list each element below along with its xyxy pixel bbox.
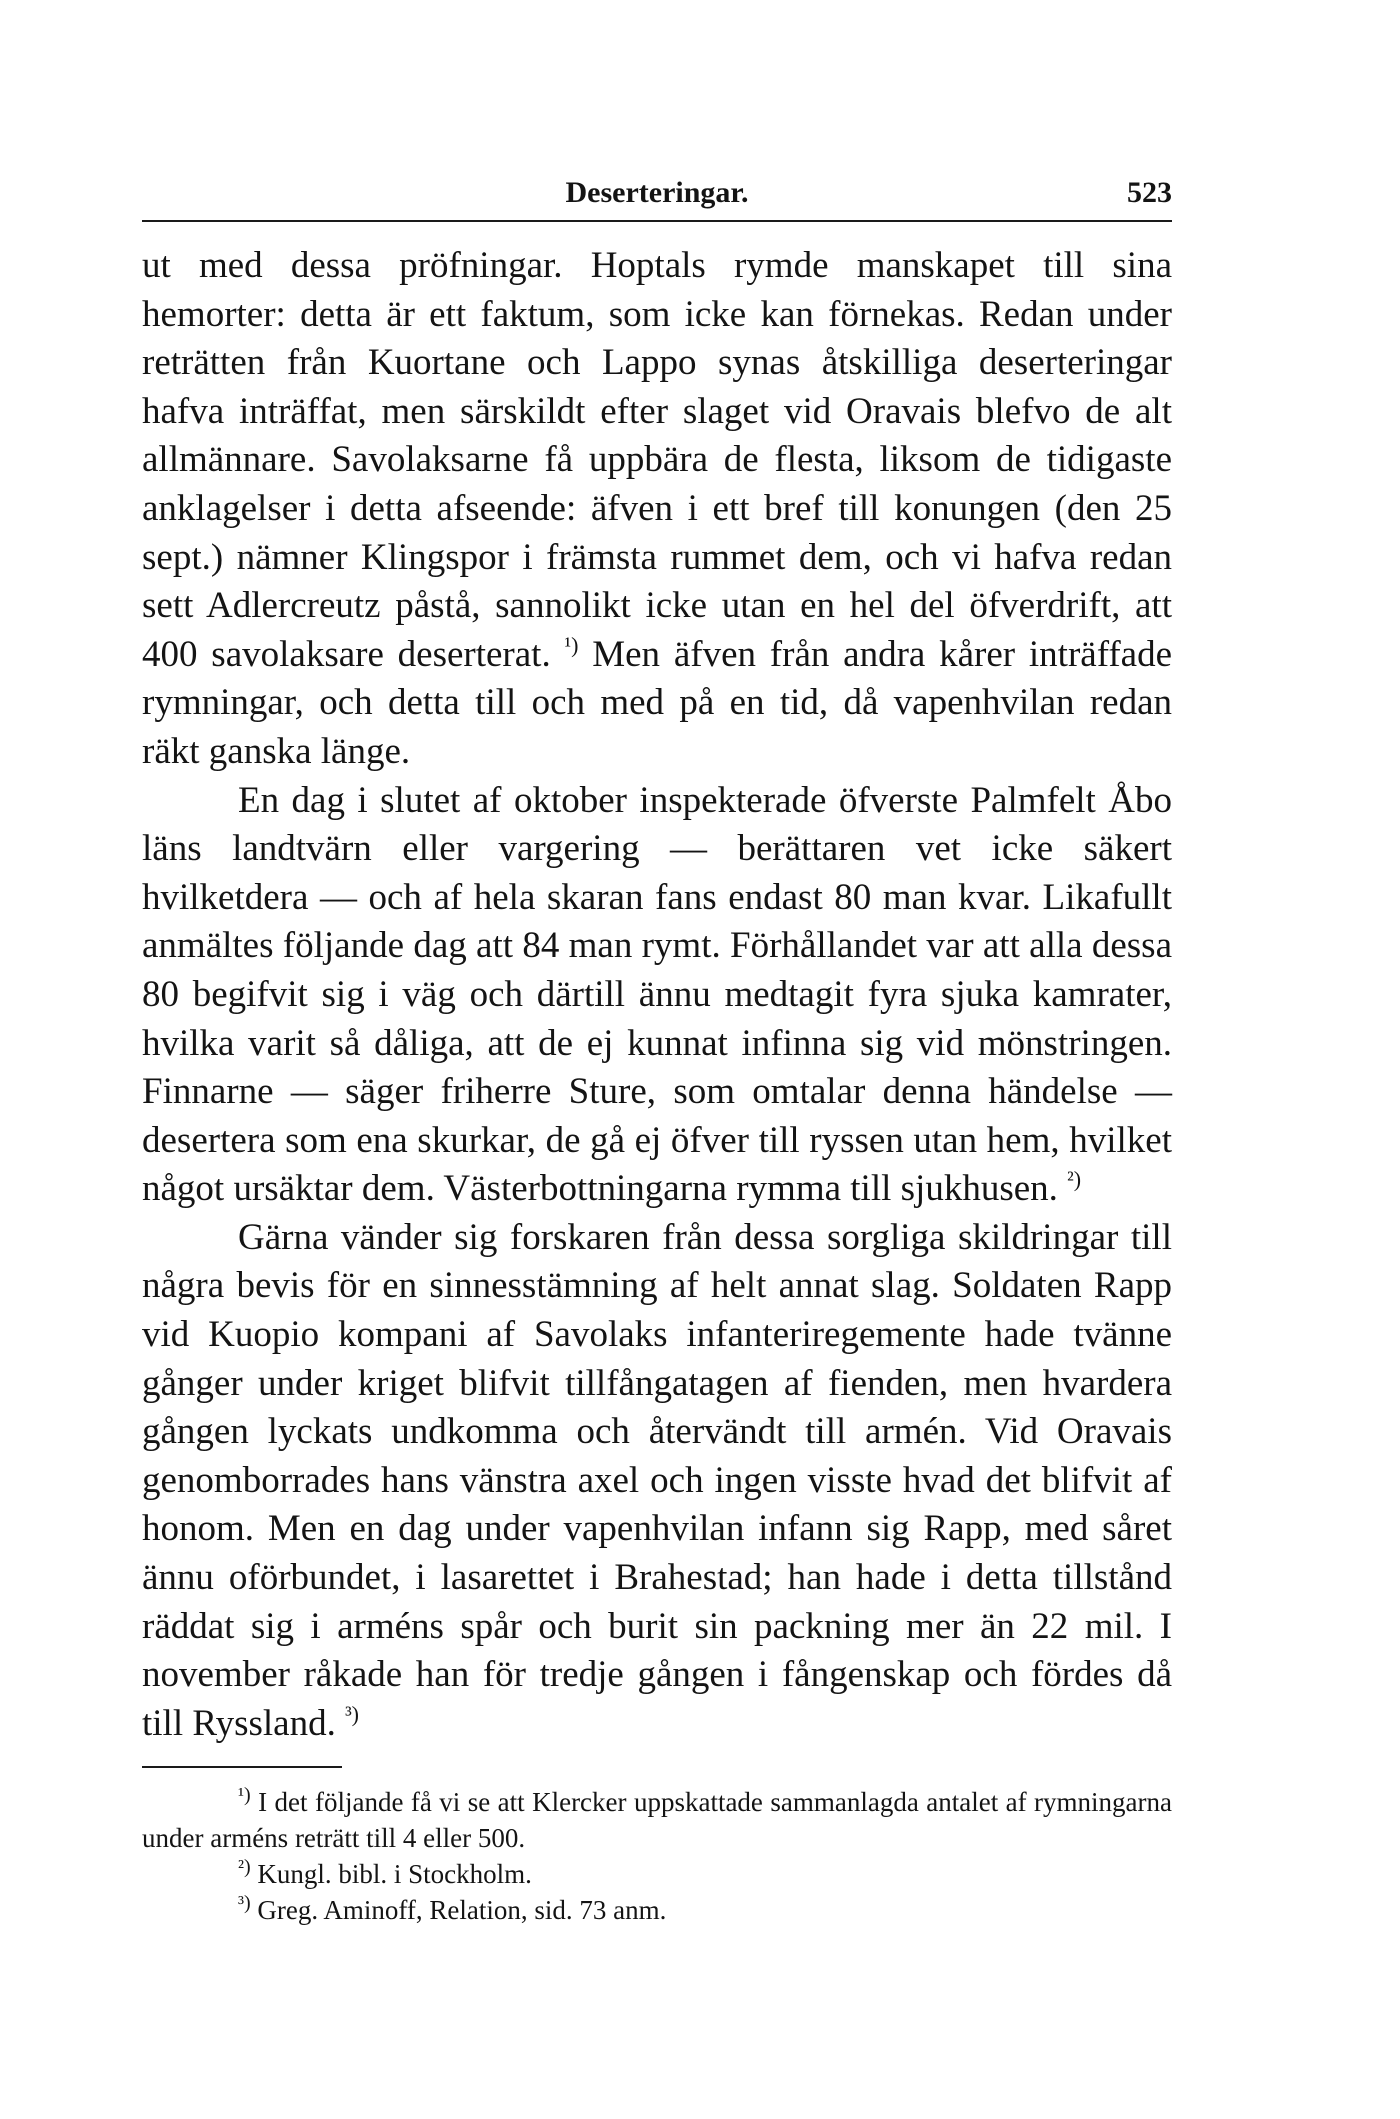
paragraph-1-text-a: ut med dessa pröfningar. Hoptals rymde manskapet till sina hemorter: detta är ett faktum, som icke kan förnekas. Redan under reträtten från Kuortane och Lappo synas åtskilliga deserteringar hafva inträffat, men särskildt efter slaget vid Oravais blefvo de alt allmännare. Savolaksarne få uppbära de flesta, liksom de tidigaste anklagelser i detta afseende: äfven i ett bref till konungen (den 25 sept.) nämner Klingspor i främsta rummet dem, och vi hafva redan sett Adlercreutz påstå, sannolikt icke utan en hel del öfverdrift, att 400 savolaksare deserterat. (142, 245, 1172, 675)
paragraph-3 (142, 1214, 1172, 1749)
footnote-2 (142, 1856, 1172, 1892)
footnote-text-1: I det följande få vi se att Klercker uppskattade sammanlagda antalet af rymningarna under arméns reträtt till 4 eller 500. (142, 1787, 1173, 1854)
footnote-3 (142, 1892, 1172, 1928)
footnote-ref-1[interactable]: ¹) (564, 632, 579, 658)
footnote-ref-2[interactable]: ²) (1067, 1166, 1082, 1192)
running-title: Deserteringar. (565, 176, 749, 209)
footnote-text-2: Kungl. bibl. i Stockholm. (257, 1859, 532, 1890)
footnote-rule (142, 1766, 342, 1768)
paragraph-1 (142, 242, 1172, 777)
footnotes (142, 1784, 1172, 1928)
paragraph-1-text-b: Men äfven från andra kårer inträffade rymningar, och detta till och med på en tid, då vapenhvilan redan räkt ganska länge. (142, 633, 1173, 772)
paragraph-2 (142, 777, 1172, 1214)
footnote-ref-3[interactable]: ³) (345, 1701, 359, 1727)
paragraph-2-text: En dag i slutet af oktober inspekterade öfverste Palmfelt Åbo läns landtvärn eller vargering — berättaren vet icke säkert hvilketdera — och af hela skaran fans endast 80 man kvar. Likafullt anmältes följande dag att 84 man rymt. Förhållandet var att alla dessa 80 begifvit sig i väg och därtill ännu medtagit fyra sjuka kamrater, hvilka varit så dåliga, att de ej kunnat infinna sig vid mönstringen. Finnarne — säger friherre Sture, som omtalar denna händelse — desertera som ena skurkar, de gå ej öfver till ryssen utan hem, hvilket något ursäktar dem. Västerbottningarna rymma till sjukhusen. (142, 779, 1172, 1210)
footnote-text-3: Greg. Aminoff, Relation, sid. 73 anm. (257, 1895, 667, 1926)
footnote-marker-3: ³) (238, 1892, 251, 1915)
header-rule (142, 220, 1172, 222)
paragraph-3-text: Gärna vänder sig forskaren från dessa sorgliga skildringar till några bevis för en sinnesstämning af helt annat slag. Soldaten Rapp vid Kuopio kompani af Savolaks infanteriregemente hade tvänne gånger under kriget blifvit tillfångatagen af fienden, men hvardera gången lyckats undkomma och återvändt till armén. Vid Oravais genomborrades hans vänstra axel och ingen visste hvad det blifvit af honom. Men en dag under vapenhvilan infann sig Rapp, med såret ännu oförbundet, i lasarettet i Brahestad; han hade i detta tillstånd räddat sig i arméns spår och burit sin packning mer än 22 mil. I november råkade han för tredje gången i fångenskap och fördes då till Ryssland. (142, 1216, 1172, 1744)
body-text (142, 242, 1172, 1748)
footnote-marker-2: ²) (238, 1856, 251, 1879)
book-page (142, 170, 1172, 1928)
footnote-marker-1: ¹) (238, 1784, 251, 1807)
page-number: 523 (1127, 176, 1172, 209)
running-head (142, 170, 1172, 220)
footnote-1 (142, 1784, 1172, 1856)
